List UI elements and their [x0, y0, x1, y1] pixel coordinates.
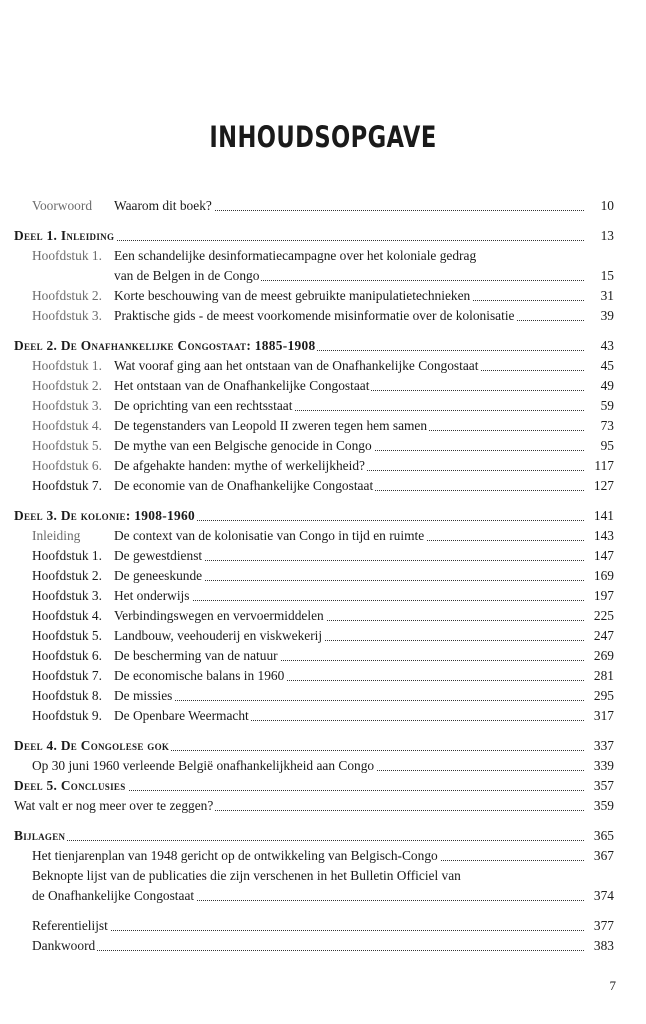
toc-entry-label: Hoofdstuk 3. [32, 308, 102, 323]
toc-entry-voorwoord [14, 196, 614, 216]
toc-entry [14, 376, 614, 396]
toc-section-heading: Deel 2. De Onafhankelijke Congostaat: 1885-1908 [14, 338, 316, 353]
toc-entry-text: De geneeskunde [114, 568, 203, 583]
toc-entry-label: Voorwoord [32, 198, 93, 213]
toc-entry-label: Hoofdstuk 5. [32, 438, 102, 453]
toc-section-bijlagen [14, 826, 614, 846]
toc-entry-text: De oprichting van een rechtsstaat [114, 398, 293, 413]
toc-entry-label: Hoofdstuk 4. [32, 608, 102, 623]
toc-entry [14, 546, 614, 566]
toc-entry-label: Hoofdstuk 1. [32, 248, 102, 263]
toc-entry-text: Een schandelijke desinformatiecampagne over het koloniale gedrag [114, 248, 477, 263]
toc-entry-text: De gewestdienst [114, 548, 203, 563]
toc-entry-text: Op 30 juni 1960 verleende België onafhankelijkheid aan Congo [32, 758, 375, 773]
toc-entry-page: 15 [600, 268, 614, 283]
toc-entry-page: 117 [594, 458, 614, 473]
toc-entry-page: 247 [593, 628, 614, 643]
toc-entry-page: 59 [600, 398, 614, 413]
toc-entry-page: 225 [593, 608, 614, 623]
toc-entry-text: Verbindingswegen en vervoermiddelen [114, 608, 324, 623]
toc-section-heading: Deel 5. Conclusies [14, 778, 126, 793]
toc-entry-label: Hoofdstuk 3. [32, 588, 102, 603]
toc-entry-continued [14, 266, 614, 286]
toc-entry-text: Beknopte lijst van de publicaties die zijn verschenen in het Bulletin Officiel van [32, 868, 461, 883]
page-title: INHOUDSOPGAVE [209, 120, 437, 154]
toc-entry-label: Inleiding [32, 528, 81, 543]
toc-section-deel-1 [14, 226, 614, 246]
toc-entry [14, 666, 614, 686]
toc-entry-page: 383 [593, 938, 614, 953]
toc-entry-label: Hoofdstuk 7. [32, 478, 102, 493]
toc-entry-text-continued: de Onafhankelijke Congostaat [32, 888, 195, 903]
toc-section-page: 357 [593, 778, 614, 793]
toc-entry [14, 356, 614, 376]
toc-entry-page: 95 [600, 438, 614, 453]
toc-entry [14, 306, 614, 326]
toc-entry-label: Hoofdstuk 6. [32, 458, 102, 473]
toc-entry-text: De tegenstanders van Leopold II zweren tegen hem samen [114, 418, 428, 433]
toc-entry-label: Hoofdstuk 9. [32, 708, 102, 723]
toc-entry-page: 147 [593, 548, 614, 563]
toc-section-heading: Bijlagen [14, 828, 66, 843]
toc-entry-label: Hoofdstuk 6. [32, 648, 102, 663]
toc-entry-text: Wat vooraf ging aan het ontstaan van de Onafhankelijke Congostaat [114, 358, 479, 373]
toc-entry-page: 10 [600, 198, 614, 213]
toc-entry-page: 359 [593, 798, 614, 813]
toc-section-page: 365 [593, 828, 614, 843]
toc-section-page: 337 [593, 738, 614, 753]
toc-entry [14, 566, 614, 586]
toc-entry-page: 45 [600, 358, 614, 373]
toc-entry-label: Hoofdstuk 2. [32, 288, 102, 303]
toc-entry [14, 476, 614, 496]
toc-entry-text-continued: van de Belgen in de Congo [114, 268, 260, 283]
toc-entry-page: 197 [593, 588, 614, 603]
toc-entry-label: Hoofdstuk 7. [32, 668, 102, 683]
toc-entry-label: Hoofdstuk 3. [32, 398, 102, 413]
toc-entry-page: 143 [593, 528, 614, 543]
toc-entry-text: De economische balans in 1960 [114, 668, 285, 683]
toc-entry [14, 796, 614, 816]
toc-entry-label: Hoofdstuk 8. [32, 688, 102, 703]
toc-entry-referentielijst [14, 916, 614, 936]
toc-entry-label: Hoofdstuk 5. [32, 628, 102, 643]
toc-entry-text: Wat valt er nog meer over te zeggen? [14, 798, 214, 813]
page-number: 7 [609, 978, 616, 993]
toc-section-deel-4 [14, 736, 614, 756]
toc-entry-page: 367 [593, 848, 614, 863]
toc-entry-page: 169 [593, 568, 614, 583]
toc-entry-page: 377 [593, 918, 614, 933]
toc-entry [14, 526, 614, 546]
toc-entry-text: Het tienjarenplan van 1948 gericht op de ontwikkeling van Belgisch-Congo [32, 848, 438, 863]
toc-entry [14, 586, 614, 606]
toc-entry-page: 269 [593, 648, 614, 663]
toc-entry-page: 49 [600, 378, 614, 393]
toc-entry-page: 339 [593, 758, 614, 773]
toc-section-deel-3 [14, 506, 614, 526]
toc-entry [14, 626, 614, 646]
toc-entry-page: 295 [593, 688, 614, 703]
toc-entry-text: De context van de kolonisatie van Congo in tijd en ruimte [114, 528, 425, 543]
toc-entry-page: 317 [593, 708, 614, 723]
toc-entry [14, 756, 614, 776]
toc-entry-label: Hoofdstuk 2. [32, 568, 102, 583]
toc-entry-text: De bescherming van de natuur [114, 648, 278, 663]
toc-entry-text: Het onderwijs [114, 588, 190, 603]
toc-section-heading: Deel 4. De Congolese gok [14, 738, 170, 753]
toc-section-page: 141 [593, 508, 614, 523]
toc-entry [14, 246, 614, 266]
toc-section-deel-2 [14, 336, 614, 356]
toc-entry-page: 31 [600, 288, 614, 303]
toc-section-heading: Deel 3. De kolonie: 1908-1960 [14, 508, 195, 523]
toc-entry [14, 646, 614, 666]
toc-entry [14, 706, 614, 726]
toc-section-page: 13 [600, 228, 614, 243]
toc-entry [14, 606, 614, 626]
toc-entry-text: Korte beschouwing van de meest gebruikte manipulatietechnieken [114, 288, 471, 303]
toc-section-heading: Deel 1. Inleiding [14, 228, 115, 243]
toc-entry-label: Hoofdstuk 4. [32, 418, 102, 433]
toc-entry-text: De afgehakte handen: mythe of werkelijkheid? [114, 458, 365, 473]
toc-entry-text: Landbouw, veehouderij en viskwekerij [114, 628, 323, 643]
toc-entry [14, 846, 614, 866]
toc-entry-label: Hoofdstuk 1. [32, 358, 102, 373]
toc-section-page: 43 [600, 338, 614, 353]
toc-entry-text: De economie van de Onafhankelijke Congostaat [114, 478, 374, 493]
toc-entry-label: Hoofdstuk 2. [32, 378, 102, 393]
toc-entry [14, 456, 614, 476]
toc-entry-text: Praktische gids - de meest voorkomende misinformatie over de kolonisatie [114, 308, 515, 323]
toc-entry-text: De missies [114, 688, 173, 703]
toc-entry-page: 39 [600, 308, 614, 323]
toc-entry-page: 127 [593, 478, 614, 493]
toc-entry-text: Waarom dit boek? [114, 198, 212, 213]
toc-entry [14, 686, 614, 706]
toc-entry-text: Dankwoord [32, 938, 96, 953]
table-of-contents [14, 196, 614, 956]
toc-entry-continued [14, 886, 614, 906]
toc-entry [14, 396, 614, 416]
toc-entry [14, 866, 614, 886]
toc-entry-text: De Openbare Weermacht [114, 708, 249, 723]
toc-entry [14, 436, 614, 456]
toc-entry [14, 286, 614, 306]
toc-entry-text: Het ontstaan van de Onafhankelijke Congostaat [114, 378, 370, 393]
toc-entry-page: 374 [593, 888, 614, 903]
toc-entry-page: 73 [600, 418, 614, 433]
toc-section-deel-5 [14, 776, 614, 796]
toc-entry-text: Referentielijst [32, 918, 108, 933]
toc-entry-dankwoord [14, 936, 614, 956]
toc-entry [14, 416, 614, 436]
toc-entry-label: Hoofdstuk 1. [32, 548, 102, 563]
toc-entry-page: 281 [593, 668, 614, 683]
toc-entry-text: De mythe van een Belgische genocide in Congo [114, 438, 372, 453]
